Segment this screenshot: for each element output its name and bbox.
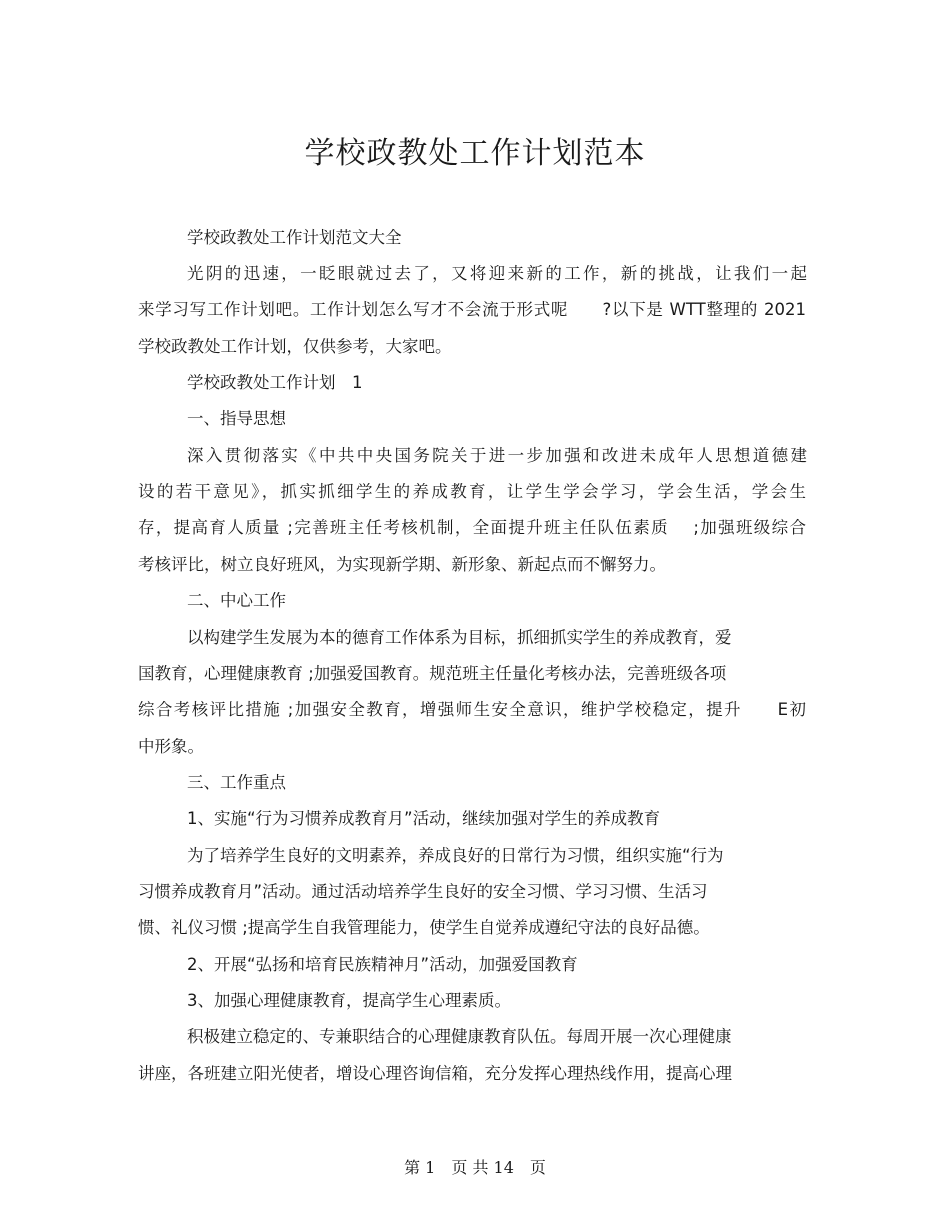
paragraph-line: 以构建学生发展为本的德育工作体系为目标，抓细抓实学生的养成教育，爱	[187, 628, 732, 647]
subsection-heading: 3、加强心理健康教育，提高学生心理素质。	[187, 991, 511, 1010]
paragraph-line: 惯、礼仪习惯 ;提高学生自我管理能力，使学生自觉养成遵纪守法的良好品德。	[138, 918, 710, 937]
paragraph-line: 光阴的迅速，一眨眼就过去了，又将迎来新的工作，新的挑战，让我们一起	[187, 264, 807, 283]
paragraph-line: 考核评比，树立良好班风，为实现新学期、新形象、新起点而不懈努力。	[138, 555, 666, 574]
paragraph-line: 存，提高育人质量 ;完善班主任考核机制，全面提升班主任队伍素质 ;加强班级综合	[138, 518, 806, 537]
paragraph-line: 习惯养成教育月”活动。通过活动培养学生良好的安全习惯、学习习惯、生活习	[138, 882, 708, 901]
paragraph-line: 国教育，心理健康教育 ;加强爱国教育。规范班主任量化考核办法，完善班级各项	[138, 664, 727, 683]
section-heading: 一、指导思想	[187, 409, 286, 428]
paragraph-line: 为了培养学生良好的文明素养，养成良好的日常行为习惯，组织实施“行为	[187, 846, 724, 865]
section-heading: 学校政教处工作计划 1	[187, 373, 363, 392]
paragraph-line: 深入贯彻落实《中共中央国务院关于进一步加强和改进未成年人思想道德建	[187, 446, 807, 465]
paragraph-line: 综合考核评比措施 ;加强安全教育，增强师生安全意识，维护学校稳定，提升 E初	[138, 700, 806, 719]
paragraph-line: 积极建立稳定的、专兼职结合的心理健康教育队伍。每周开展一次心理健康	[187, 1027, 732, 1046]
document-title: 学校政教处工作计划范本	[304, 136, 646, 171]
subsection-heading: 2、开展“弘扬和培育民族精神月”活动，加强爱国教育	[187, 955, 578, 974]
section-heading: 二、中心工作	[187, 591, 286, 610]
paragraph-line: 中形象。	[138, 737, 204, 756]
paragraph-line: 设的若干意见》，抓实抓细学生的养成教育，让学生学会学习，学会生活，学会生	[138, 482, 806, 501]
section-heading: 三、工作重点	[187, 773, 286, 792]
subsection-heading: 1、实施“行为习惯养成教育月”活动，继续加强对学生的养成教育	[187, 809, 661, 828]
subtitle-line: 学校政教处工作计划范文大全	[187, 228, 402, 247]
page-footer: 第 1 页 共 14 页	[404, 1158, 546, 1177]
paragraph-line: 讲座，各班建立阳光使者，增设心理咨询信箱，充分发挥心理热线作用，提高心理	[138, 1064, 732, 1083]
paragraph-line: 来学习写工作计划吧。工作计划怎么写才不会流于形式呢 ?以下是 WTT整理的 2021	[138, 300, 806, 319]
paragraph-line: 学校政教处工作计划，仅供参考，大家吧。	[138, 337, 452, 356]
